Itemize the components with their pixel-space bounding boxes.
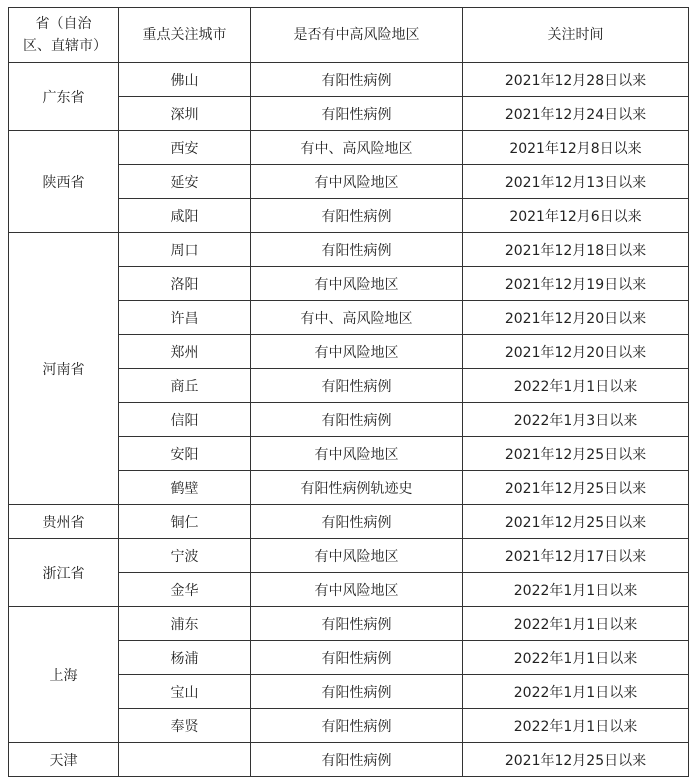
time-cell: 2021年12月24日以来: [463, 97, 689, 131]
province-cell: 上海: [9, 607, 119, 743]
city-cell: 商丘: [119, 369, 251, 403]
time-cell: 2021年12月20日以来: [463, 301, 689, 335]
time-cell: 2021年12月25日以来: [463, 505, 689, 539]
time-cell: 2021年12月20日以来: [463, 335, 689, 369]
table-row: [9, 233, 689, 267]
city-cell: 信阳: [119, 403, 251, 437]
time-cell: 2021年12月28日以来: [463, 63, 689, 97]
risk-status-cell: 有阳性病例轨迹史: [251, 471, 463, 505]
city-cell: 浦东: [119, 607, 251, 641]
province-cell: 广东省: [9, 63, 119, 131]
city-cell: 杨浦: [119, 641, 251, 675]
risk-status-cell: 有阳性病例: [251, 63, 463, 97]
header-row: [9, 8, 689, 63]
table-row: [9, 63, 689, 97]
risk-status-cell: 有阳性病例: [251, 97, 463, 131]
risk-status-cell: 有中风险地区: [251, 165, 463, 199]
city-cell: 宁波: [119, 539, 251, 573]
header-city: 重点关注城市: [119, 8, 251, 63]
time-cell: 2021年12月6日以来: [463, 199, 689, 233]
province-cell: 陕西省: [9, 131, 119, 233]
city-cell: 鹤壁: [119, 471, 251, 505]
time-cell: 2022年1月1日以来: [463, 573, 689, 607]
header-time: 关注时间: [463, 8, 689, 63]
risk-status-cell: 有阳性病例: [251, 743, 463, 777]
risk-status-cell: 有中风险地区: [251, 573, 463, 607]
city-cell: 铜仁: [119, 505, 251, 539]
time-cell: 2021年12月17日以来: [463, 539, 689, 573]
province-cell: 浙江省: [9, 539, 119, 607]
risk-status-cell: 有阳性病例: [251, 709, 463, 743]
risk-areas-table: [8, 7, 689, 777]
city-cell: 郑州: [119, 335, 251, 369]
city-cell: 西安: [119, 131, 251, 165]
risk-status-cell: 有中风险地区: [251, 267, 463, 301]
table-row: [9, 743, 689, 777]
time-cell: 2021年12月25日以来: [463, 743, 689, 777]
risk-status-cell: 有中风险地区: [251, 437, 463, 471]
risk-status-cell: 有阳性病例: [251, 505, 463, 539]
time-cell: 2022年1月1日以来: [463, 369, 689, 403]
time-cell: 2022年1月1日以来: [463, 607, 689, 641]
risk-status-cell: 有阳性病例: [251, 369, 463, 403]
time-cell: 2022年1月1日以来: [463, 675, 689, 709]
time-cell: 2022年1月3日以来: [463, 403, 689, 437]
risk-status-cell: 有中、高风险地区: [251, 301, 463, 335]
city-cell: 周口: [119, 233, 251, 267]
time-cell: 2021年12月18日以来: [463, 233, 689, 267]
header-province: 省（自治区、直辖市）: [9, 8, 119, 63]
risk-status-cell: 有阳性病例: [251, 199, 463, 233]
province-cell: 河南省: [9, 233, 119, 505]
table-row: [9, 607, 689, 641]
province-cell: 天津: [9, 743, 119, 777]
table-row: [9, 539, 689, 573]
time-cell: 2022年1月1日以来: [463, 709, 689, 743]
city-cell: 延安: [119, 165, 251, 199]
city-cell: [119, 743, 251, 777]
table-row: [9, 505, 689, 539]
city-cell: 安阳: [119, 437, 251, 471]
time-cell: 2021年12月25日以来: [463, 437, 689, 471]
time-cell: 2021年12月8日以来: [463, 131, 689, 165]
risk-status-cell: 有中风险地区: [251, 539, 463, 573]
city-cell: 宝山: [119, 675, 251, 709]
table-body: [9, 63, 689, 777]
province-cell: 贵州省: [9, 505, 119, 539]
risk-status-cell: 有阳性病例: [251, 675, 463, 709]
time-cell: 2022年1月1日以来: [463, 641, 689, 675]
city-cell: 洛阳: [119, 267, 251, 301]
time-cell: 2021年12月19日以来: [463, 267, 689, 301]
header-risk-area: 是否有中高风险地区: [251, 8, 463, 63]
risk-status-cell: 有阳性病例: [251, 233, 463, 267]
risk-status-cell: 有阳性病例: [251, 607, 463, 641]
risk-status-cell: 有中、高风险地区: [251, 131, 463, 165]
city-cell: 深圳: [119, 97, 251, 131]
time-cell: 2021年12月25日以来: [463, 471, 689, 505]
city-cell: 咸阳: [119, 199, 251, 233]
time-cell: 2021年12月13日以来: [463, 165, 689, 199]
risk-status-cell: 有阳性病例: [251, 641, 463, 675]
risk-status-cell: 有阳性病例: [251, 403, 463, 437]
table-row: [9, 131, 689, 165]
city-cell: 许昌: [119, 301, 251, 335]
city-cell: 金华: [119, 573, 251, 607]
city-cell: 佛山: [119, 63, 251, 97]
city-cell: 奉贤: [119, 709, 251, 743]
risk-status-cell: 有中风险地区: [251, 335, 463, 369]
